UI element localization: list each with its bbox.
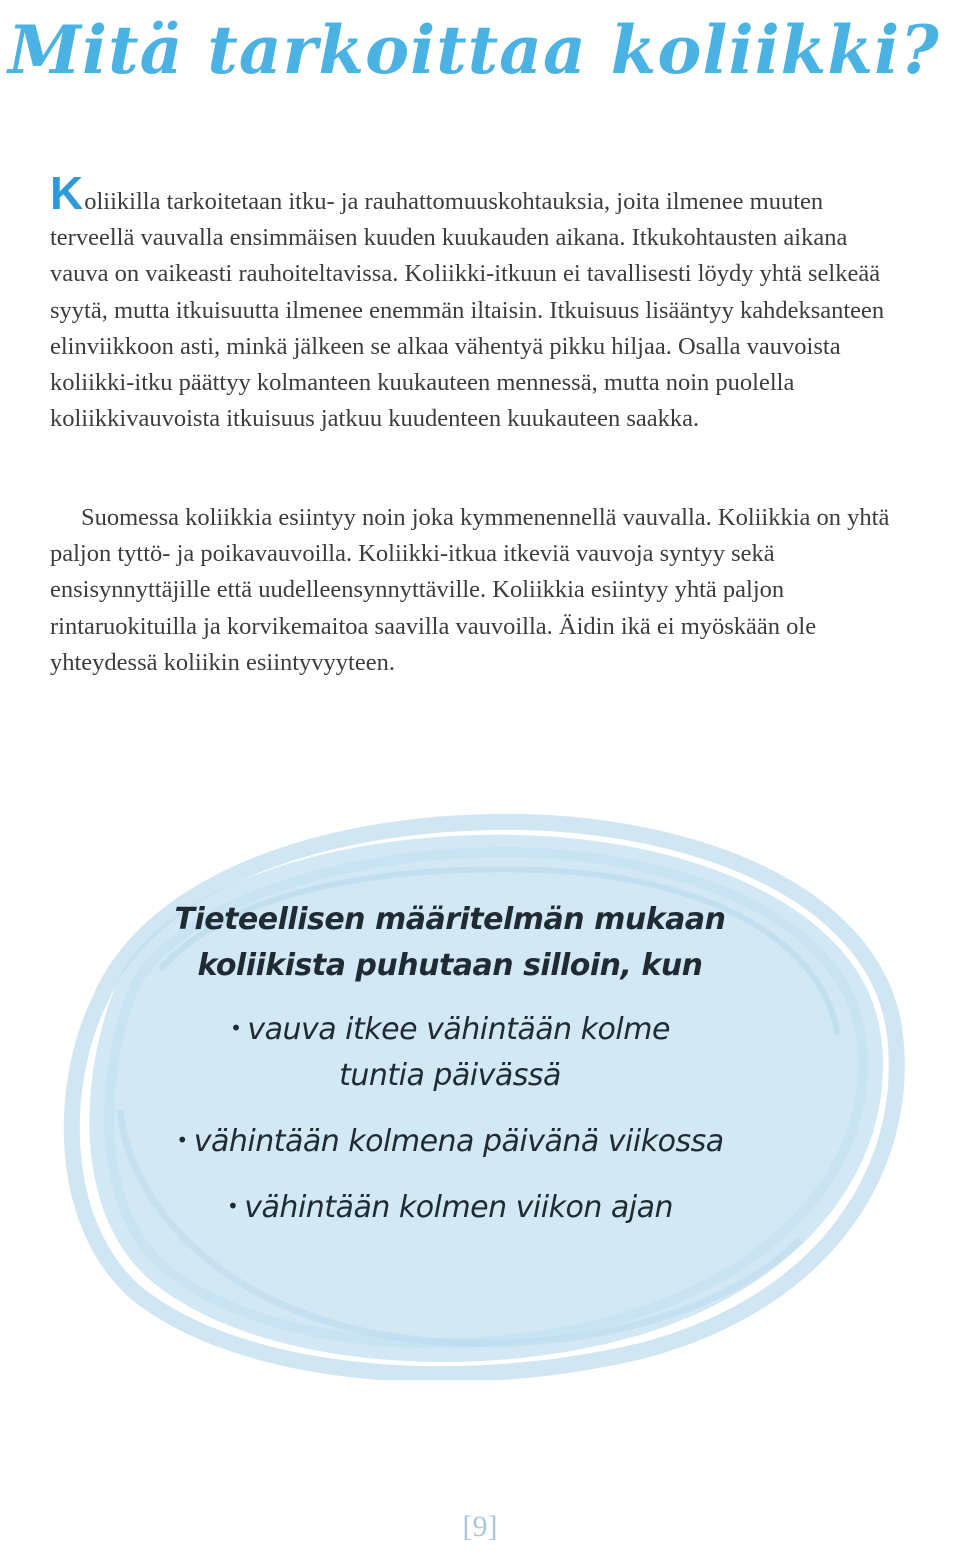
list-item bbox=[150, 1183, 750, 1231]
definition-heading-line1: Tieteellisen määritelmän mukaan bbox=[174, 902, 726, 937]
page-number: [9] bbox=[462, 1510, 498, 1543]
bullet-icon: • bbox=[230, 1016, 242, 1040]
prevalence-paragraph: Suomessa koliikkia esiintyy noin joka kymmenennellä vauvalla. Koliikkia on yhtä paljon tyttö- ja poikavauvoilla. Koliikki-itkua itkeviä vauvoja syntyy sekä ensisynnyttäjille että uudelleensynnyttäville. Koliikkia esiintyy yhtä paljon rintaruokituilla ja korvikemaitoa saavilla vauvoilla. Äidin ikä ei myöskään ole yhteydessä koliikin esiintyvyyteen. bbox=[50, 504, 890, 676]
criterion-3: vähintään kolmen viikon ajan bbox=[244, 1190, 673, 1225]
definition-heading bbox=[150, 897, 750, 989]
definition-heading-line2: koliikista puhutaan silloin, kun bbox=[197, 948, 703, 983]
intro-paragraph bbox=[50, 167, 910, 437]
criterion-1-line2: tuntia päivässä bbox=[339, 1058, 561, 1093]
bullet-icon: • bbox=[176, 1128, 188, 1152]
drop-cap: K bbox=[50, 167, 84, 219]
criterion-2: vähintään kolmena päivänä viikossa bbox=[193, 1124, 724, 1159]
page-title: Mitä tarkoittaa koliikki? bbox=[8, 11, 940, 89]
list-item bbox=[150, 1117, 750, 1165]
definition-box bbox=[150, 897, 750, 1249]
bullet-icon: • bbox=[227, 1194, 239, 1218]
criterion-1-line1: vauva itkee vähintään kolme bbox=[247, 1012, 670, 1047]
definition-criteria-list bbox=[150, 1005, 750, 1231]
list-item bbox=[150, 1005, 750, 1099]
intro-paragraph-text: oliikilla tarkoitetaan itku- ja rauhattomuuskohtauksia, joita ilmenee muuten terveellä vauvalla ensimmäisen kuuden kuukauden aikana. Itkukohtausten aikana vauva on vaikeasti rauhoiteltavissa. Koliikki-itkuun ei tavallisesti löydy yhtä selkeää syytä, mutta itkuisuutta ilmenee enemmän iltaisin. Itkuisuus lisääntyy kahdeksanteen elinviikkoon asti, minkä jälkeen se alkaa vähentyä pikku hiljaa. Osalla vauvoista koliikki-itku päättyy kolmanteen kuukauteen mennessä, mutta noin puolella koliikkivauvoista itkuisuus jatkuu kuudenteen kuukauteen saakka. bbox=[50, 188, 885, 433]
